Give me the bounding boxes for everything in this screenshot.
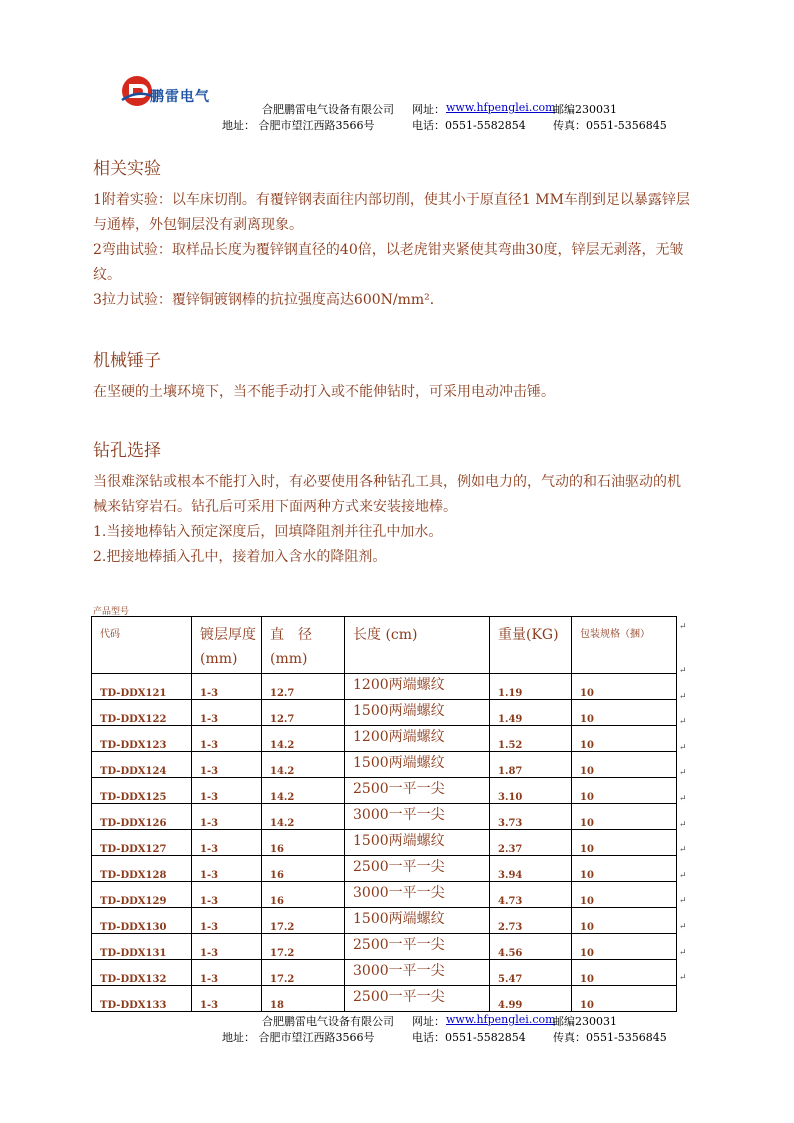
- cell-packing: 10: [572, 856, 677, 882]
- header-website-link[interactable]: www.hfpenglei.com: [446, 101, 556, 114]
- table-row: [92, 830, 677, 856]
- cell-coating: 1-3: [192, 882, 262, 908]
- cell-diameter: 17.2: [262, 908, 345, 934]
- cell-code: TD-DDX121: [92, 674, 192, 700]
- footer-phone: 电话：0551-5582854: [412, 1031, 526, 1044]
- cell-coating: 1-3: [192, 908, 262, 934]
- cell-coating: 1-3: [192, 856, 262, 882]
- cell-length: 1500两端螺纹: [345, 908, 490, 934]
- cell-weight: 4.56: [490, 934, 572, 960]
- cell-code: TD-DDX123: [92, 726, 192, 752]
- cell-length: 1500两端螺纹: [345, 752, 490, 778]
- cell-coating: 1-3: [192, 804, 262, 830]
- cell-length: 2500一平一尖: [345, 986, 490, 1012]
- paragraph-drilling: 当很难深钻或根本不能打入时，有必要使用各种钻孔工具，例如电力的，气动的和石油驱动的机械来钻穿岩石。钻孔后可采用下面两种方式来安装接地棒。: [93, 474, 681, 515]
- cell-packing: 10: [572, 726, 677, 752]
- table-caption: 产品型号: [93, 607, 130, 617]
- header-length: 长度 (cm): [345, 617, 490, 674]
- footer-company: 合肥鹏雷电气设备有限公司: [262, 1015, 394, 1028]
- cell-code: TD-DDX124: [92, 752, 192, 778]
- cell-code: TD-DDX128: [92, 856, 192, 882]
- cell-weight: 1.49: [490, 700, 572, 726]
- header-coating: 镀层厚度(mm): [192, 617, 262, 674]
- table-row: [92, 986, 677, 1012]
- footer-website-label: 网址：: [412, 1015, 445, 1028]
- cell-diameter: 17.2: [262, 934, 345, 960]
- footer-website-link[interactable]: www.hfpenglei.com: [446, 1013, 556, 1026]
- table-row: [92, 752, 677, 778]
- cell-length: 2500一平一尖: [345, 934, 490, 960]
- header-packing: 包装规格（捆）: [572, 617, 677, 674]
- table-row: [92, 674, 677, 700]
- paragraph-tensile-test: 3拉力试验：覆锌铜镀钢棒的抗拉强度高达600N/mm²．: [93, 292, 444, 308]
- footer-address: 地址： 合肥市望江西路3566号: [222, 1031, 375, 1044]
- header-company: 合肥鹏雷电气设备有限公司: [262, 103, 394, 116]
- cell-packing: 10: [572, 960, 677, 986]
- cell-coating: 1-3: [192, 778, 262, 804]
- paragraph-mark-icon: ↵: [679, 896, 687, 907]
- footer-postcode: 邮编230031: [553, 1015, 617, 1028]
- cell-packing: 10: [572, 908, 677, 934]
- header-postcode: 邮编230031: [553, 103, 617, 116]
- header-fax: 传真：0551-5356845: [553, 119, 667, 132]
- table-row: [92, 856, 677, 882]
- section-title-hammer: 机械锤子: [93, 351, 161, 371]
- cell-weight: 3.10: [490, 778, 572, 804]
- paragraph-mark-icon: ↵: [679, 973, 687, 984]
- cell-coating: 1-3: [192, 674, 262, 700]
- cell-coating: 1-3: [192, 934, 262, 960]
- cell-length: 1200两端螺纹: [345, 674, 490, 700]
- paragraph-mark-icon: ↵: [679, 717, 687, 728]
- cell-code: TD-DDX131: [92, 934, 192, 960]
- cell-weight: 2.73: [490, 908, 572, 934]
- header-code: 代码: [92, 617, 192, 674]
- cell-packing: 10: [572, 778, 677, 804]
- paragraph-mark-icon: ↵: [679, 845, 687, 856]
- cell-length: 2500一平一尖: [345, 856, 490, 882]
- cell-diameter: 16: [262, 882, 345, 908]
- cell-coating: 1-3: [192, 830, 262, 856]
- cell-length: 1500两端螺纹: [345, 830, 490, 856]
- table-row: [92, 726, 677, 752]
- cell-weight: 4.73: [490, 882, 572, 908]
- cell-weight: 2.37: [490, 830, 572, 856]
- cell-weight: 5.47: [490, 960, 572, 986]
- paragraph-mark-icon: ↵: [679, 870, 687, 881]
- cell-packing: 10: [572, 830, 677, 856]
- header-diameter: 直 径(mm): [262, 617, 345, 674]
- cell-code: TD-DDX133: [92, 986, 192, 1012]
- cell-diameter: 12.7: [262, 674, 345, 700]
- cell-code: TD-DDX132: [92, 960, 192, 986]
- cell-length: 1500两端螺纹: [345, 700, 490, 726]
- header-address: 地址： 合肥市望江西路3566号: [222, 119, 375, 132]
- cell-weight: 4.99: [490, 986, 572, 1012]
- cell-diameter: 12.7: [262, 700, 345, 726]
- cell-weight: 1.52: [490, 726, 572, 752]
- paragraph-hammer: 在坚硬的土壤环境下，当不能手动打入或不能伸钻时，可采用电动冲击锤。: [93, 384, 555, 400]
- cell-diameter: 14.2: [262, 804, 345, 830]
- cell-diameter: 18: [262, 986, 345, 1012]
- paragraph-mark-icon: ↵: [679, 922, 687, 932]
- cell-diameter: 17.2: [262, 960, 345, 986]
- paragraph-drilling-step2: 2.把接地棒插入孔中，接着加入含水的降阻剂。: [93, 549, 387, 565]
- cell-packing: 10: [572, 804, 677, 830]
- cell-diameter: 14.2: [262, 752, 345, 778]
- header-weight: 重量(KG): [490, 617, 572, 674]
- paragraph-mark-icon: ↵: [679, 742, 687, 753]
- cell-code: TD-DDX122: [92, 700, 192, 726]
- table-row: [92, 960, 677, 986]
- cell-packing: 10: [572, 674, 677, 700]
- cell-length: 3000一平一尖: [345, 882, 490, 908]
- cell-weight: 1.19: [490, 674, 572, 700]
- cell-code: TD-DDX129: [92, 882, 192, 908]
- logo-text: 鹏雷电气: [150, 89, 210, 105]
- cell-code: TD-DDX127: [92, 830, 192, 856]
- cell-coating: 1-3: [192, 960, 262, 986]
- cell-packing: 10: [572, 752, 677, 778]
- header-phone: 电话：0551-5582854: [412, 119, 526, 132]
- paragraph-mark-icon: ↵: [679, 666, 687, 676]
- paragraph-mark-icon: ↵: [679, 947, 687, 958]
- section-title-drilling: 钻孔选择: [93, 441, 161, 461]
- footer-fax: 传真：0551-5356845: [553, 1031, 667, 1044]
- cell-coating: 1-3: [192, 752, 262, 778]
- cell-coating: 1-3: [192, 700, 262, 726]
- cell-diameter: 14.2: [262, 778, 345, 804]
- cell-packing: 10: [572, 934, 677, 960]
- paragraph-drilling-step1: 1.当接地棒钻入预定深度后，回填降阻剂并往孔中加水。: [93, 524, 443, 540]
- cell-diameter: 14.2: [262, 726, 345, 752]
- cell-diameter: 16: [262, 856, 345, 882]
- cell-packing: 10: [572, 986, 677, 1012]
- paragraph-mark-icon: ↵: [679, 768, 687, 779]
- table-row: [92, 908, 677, 934]
- cell-packing: 10: [572, 882, 677, 908]
- section-title-experiments: 相关实验: [93, 159, 161, 179]
- logo-mark-icon: [120, 74, 154, 108]
- company-logo: [120, 74, 220, 114]
- cell-packing: 10: [572, 700, 677, 726]
- cell-length: 1200两端螺纹: [345, 726, 490, 752]
- cell-code: TD-DDX125: [92, 778, 192, 804]
- cell-length: 2500一平一尖: [345, 778, 490, 804]
- paragraph-adhesion-test: 1附着实验：以车床切削。有覆锌钢表面往内部切削，使其小于原直径1 MM车削到足以暴露锌层与通棒，外包铜层没有剥离现象。: [93, 192, 690, 233]
- cell-weight: 3.73: [490, 804, 572, 830]
- paragraph-bend-test: 2弯曲试验：取样品长度为覆锌钢直径的40倍，以老虎钳夹紧使其弯曲30度，锌层无剥落，无皱纹。: [93, 242, 684, 283]
- cell-code: TD-DDX130: [92, 908, 192, 934]
- cell-length: 3000一平一尖: [345, 804, 490, 830]
- table-row: [92, 804, 677, 830]
- cell-coating: 1-3: [192, 986, 262, 1012]
- paragraph-mark-icon: ↵: [679, 622, 687, 632]
- table-header-row: [92, 617, 677, 674]
- cell-length: 3000一平一尖: [345, 960, 490, 986]
- cell-code: TD-DDX126: [92, 804, 192, 830]
- cell-weight: 1.87: [490, 752, 572, 778]
- table-row: [92, 700, 677, 726]
- table-row: [92, 778, 677, 804]
- paragraph-mark-icon: ↵: [679, 819, 687, 830]
- cell-coating: 1-3: [192, 726, 262, 752]
- product-spec-table: [91, 616, 677, 1012]
- table-row: [92, 882, 677, 908]
- table-row: [92, 934, 677, 960]
- cell-weight: 3.94: [490, 856, 572, 882]
- header-website-label: 网址：: [412, 103, 445, 116]
- paragraph-mark-icon: ↵: [679, 794, 687, 804]
- paragraph-mark-icon: ↵: [679, 691, 687, 702]
- cell-diameter: 16: [262, 830, 345, 856]
